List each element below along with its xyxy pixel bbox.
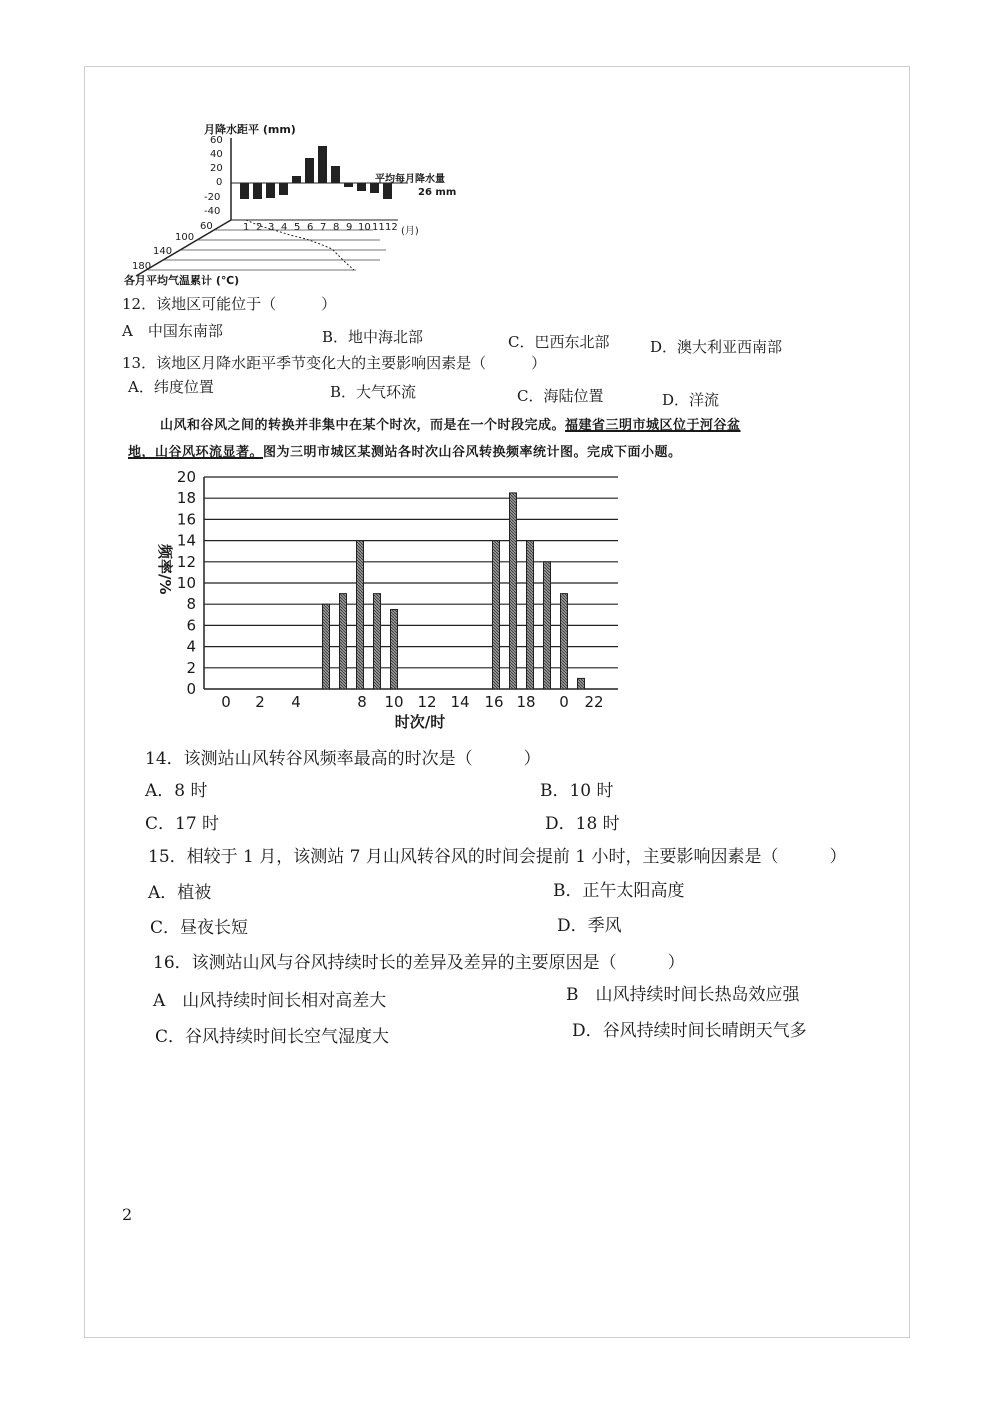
passage-line-2: 地，山谷风环流显著。图为三明市城区某测站各时次山谷风转换频率统计图。完成下面小题。 — [128, 445, 682, 460]
bar-hour-18 — [527, 541, 534, 689]
q15-option-a[interactable]: A．植被 — [148, 883, 212, 903]
svg-text:60: 60 — [210, 135, 223, 146]
climate-y-title: 月降水距平 (mm) — [204, 123, 296, 136]
svg-text:60: 60 — [200, 221, 213, 232]
svg-text:6: 6 — [307, 222, 314, 233]
svg-text:(月): (月) — [401, 226, 419, 237]
passage-highlight: 福建省三明市城区位于河谷盆 — [565, 418, 741, 433]
bar-hour-9 — [374, 594, 381, 689]
q14-option-d[interactable]: D．18 时 — [545, 814, 620, 834]
x-tick-label: 18 — [516, 693, 536, 711]
passage-line-1: 山风和谷风之间的转换并非集中在某个时次，而是在一个时段完成。福建省三明市城区位于河谷盆 — [160, 418, 741, 433]
x-tick-label: 4 — [291, 693, 301, 711]
svg-text:180: 180 — [132, 261, 152, 272]
x-tick-label: 16 — [484, 693, 504, 711]
climate-bars — [240, 146, 392, 199]
bar-hour-10 — [391, 610, 398, 690]
svg-text:7: 7 — [320, 222, 327, 233]
x-axis-label: 时次/时 — [394, 713, 446, 731]
x-tick-label: 2 — [255, 693, 265, 711]
y-axis-label: 频率/% — [156, 544, 174, 595]
climate-month-ticks — [243, 222, 419, 237]
q14-option-a[interactable]: A．8 时 — [145, 781, 208, 801]
y-tick-label: 2 — [186, 658, 196, 677]
bar-hour-17 — [510, 493, 517, 689]
svg-text:140: 140 — [153, 246, 173, 257]
q15-stem: 15．相较于 1 月，该测站 7 月山风转谷风的时间会提前 1 小时，主要影响因素是（ ） — [148, 847, 847, 867]
y-tick-label: 20 — [176, 468, 196, 486]
y-tick-label: 10 — [176, 574, 196, 592]
q12-option-d[interactable]: D．澳大利亚西南部 — [650, 338, 783, 356]
climate-y-ticks — [204, 135, 223, 217]
q13-stem: 13．该地区月降水距平季节变化大的主要影响因素是（ ） — [122, 354, 547, 372]
bar-hour-20 — [561, 594, 568, 689]
bar-hour-21 — [578, 678, 585, 689]
q12-option-b[interactable]: B．地中海北部 — [322, 328, 424, 346]
y-tick-label: 8 — [186, 595, 196, 614]
y-tick-label: 16 — [176, 510, 196, 529]
x-tick-label: 10 — [384, 693, 404, 711]
svg-text:20: 20 — [210, 163, 223, 174]
svg-text:4: 4 — [281, 222, 288, 233]
y-tick-label: 12 — [176, 552, 196, 571]
q13-option-a[interactable]: A．纬度位置 — [128, 378, 214, 396]
svg-text:100: 100 — [175, 232, 195, 243]
bar-hour-6 — [323, 604, 330, 689]
bar-hour-19 — [544, 562, 551, 689]
q16-stem: 16．该测站山风与谷风持续时长的差异及差异的主要原因是（ ） — [153, 953, 685, 973]
q16-option-b[interactable]: B 山风持续时间长热岛效应强 — [566, 985, 800, 1005]
svg-text:0: 0 — [216, 177, 223, 188]
svg-text:10: 10 — [358, 222, 371, 233]
y-tick-label: 18 — [176, 489, 196, 508]
x-tick-label: 14 — [450, 693, 470, 711]
climate-temp-title: 各月平均气温累计 (℃) — [124, 274, 240, 287]
climate-chart — [118, 118, 478, 290]
q13-option-b[interactable]: B．大气环流 — [330, 383, 417, 401]
svg-text:2: 2 — [256, 222, 263, 233]
svg-text:5: 5 — [294, 222, 301, 233]
svg-text:11: 11 — [372, 222, 385, 233]
x-tick-label: 0 — [559, 693, 569, 711]
q16-option-c[interactable]: C．谷风持续时间长空气湿度大 — [155, 1027, 390, 1047]
bar-hour-8 — [357, 541, 364, 689]
y-tick-label: 6 — [186, 616, 196, 635]
svg-text:9: 9 — [346, 222, 353, 233]
q12-option-c[interactable]: C．巴西东北部 — [508, 333, 610, 351]
climate-avg-label-2: 26 mm — [418, 187, 457, 198]
climate-avg-label-1: 平均每月降水量 — [375, 174, 445, 185]
q15-option-b[interactable]: B．正午太阳高度 — [553, 881, 685, 901]
q13-option-c[interactable]: C．海陆位置 — [517, 387, 604, 405]
q15-option-d[interactable]: D．季风 — [557, 916, 622, 936]
svg-text:40: 40 — [210, 149, 223, 160]
q15-option-c[interactable]: C．昼夜长短 — [150, 918, 249, 938]
svg-text:-40: -40 — [204, 206, 221, 217]
svg-text:-20: -20 — [204, 192, 221, 203]
bar-hour-16 — [493, 541, 500, 689]
y-tick-label: 14 — [176, 531, 196, 550]
q16-option-a[interactable]: A 山风持续时间长相对高差大 — [153, 991, 387, 1011]
x-tick-label: 8 — [357, 693, 367, 711]
y-tick-label: 0 — [186, 680, 196, 698]
q14-option-c[interactable]: C．17 时 — [145, 814, 220, 834]
bar-hour-7 — [340, 594, 347, 689]
q12-stem: 12．该地区可能位于（ ） — [122, 295, 337, 313]
x-tick-label: 0 — [221, 693, 231, 711]
x-tick-label: 12 — [417, 693, 437, 711]
q16-option-d[interactable]: D．谷风持续时间长晴朗天气多 — [572, 1021, 807, 1041]
page-number: 2 — [122, 1205, 133, 1224]
q14-stem: 14．该测站山风转谷风频率最高的时次是（ ） — [145, 749, 541, 769]
svg-text:3: 3 — [268, 222, 275, 233]
y-tick-label: 4 — [186, 637, 196, 656]
svg-text:12: 12 — [385, 222, 398, 233]
q12-option-a[interactable]: A 中国东南部 — [122, 322, 223, 340]
svg-text:1: 1 — [243, 222, 250, 233]
climate-temp-ticks — [132, 221, 213, 272]
wind-frequency-chart — [148, 462, 628, 732]
x-tick-label: 22 — [584, 693, 604, 711]
q13-option-d[interactable]: D．洋流 — [662, 391, 720, 409]
q14-option-b[interactable]: B．10 时 — [540, 781, 614, 801]
svg-text:8: 8 — [333, 222, 340, 233]
